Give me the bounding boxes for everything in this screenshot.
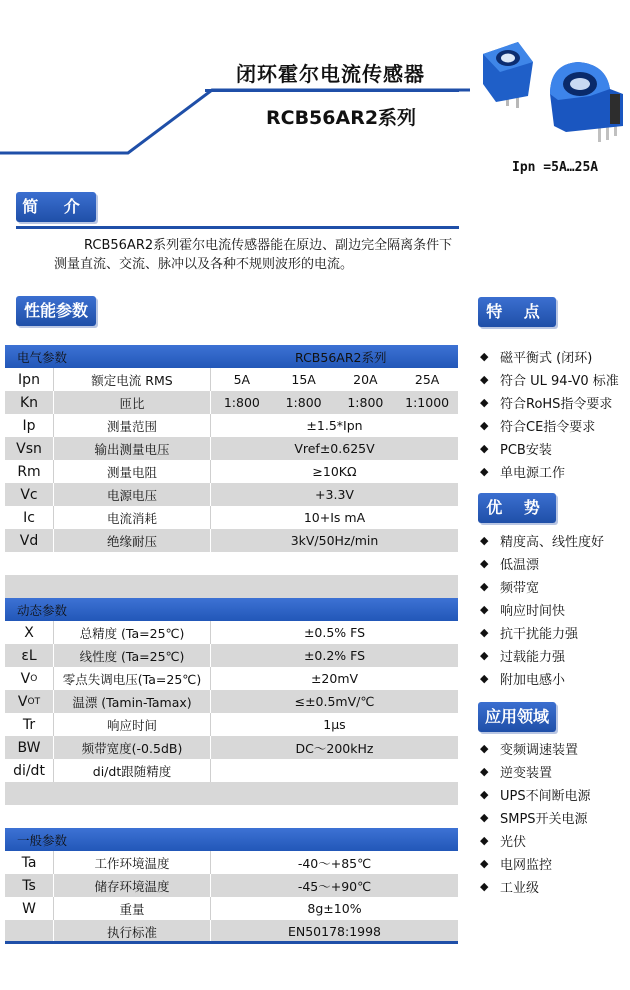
param-name: 线性度 (Ta=25℃): [53, 644, 210, 667]
param-name: 电流消耗: [53, 506, 210, 529]
symbol-main: V: [17, 693, 28, 710]
parameter-table: [5, 345, 458, 943]
diamond-icon: ◆: [480, 880, 489, 893]
product-image: [478, 34, 628, 149]
tab-applications: 应用领域: [478, 702, 556, 732]
list-item-label: UPS不间断电源: [500, 789, 591, 804]
features-list: [480, 345, 619, 483]
param-name: 绝缘耐压: [53, 529, 210, 552]
param-value: 1:800: [347, 395, 384, 410]
table-row: [5, 713, 458, 736]
param-value: 1:1000: [405, 395, 450, 410]
diamond-icon: ◆: [480, 742, 489, 755]
param-name: 执行标准: [53, 920, 210, 943]
intro-divider: [16, 226, 459, 229]
list-item-label: 抗干扰能力强: [500, 627, 579, 642]
param-value: 1:800: [223, 395, 260, 410]
diamond-icon: ◆: [480, 396, 489, 409]
param-value: ±20mV: [210, 667, 458, 690]
diamond-icon: ◆: [480, 603, 489, 616]
list-item: [480, 437, 619, 460]
list-item: [480, 368, 619, 391]
param-symbol: Ts: [22, 877, 36, 894]
param-symbol: X: [24, 624, 34, 641]
table-row: [5, 851, 458, 874]
param-name: 总精度 (Ta=25℃): [53, 621, 210, 644]
list-item-label: 工业级: [500, 881, 540, 896]
param-symbol: Vsn: [16, 440, 42, 457]
table-row: [5, 483, 458, 506]
param-name: 工作环境温度: [53, 851, 210, 874]
param-name: 响应时间: [53, 713, 210, 736]
param-symbol: [5, 690, 53, 713]
param-symbol: W: [22, 900, 36, 917]
param-value: 25A: [414, 372, 440, 387]
list-item-label: 低温漂: [500, 558, 540, 573]
applications-list: [480, 737, 591, 898]
list-item: [480, 829, 591, 852]
intro-text: RCB56AR2系列霍尔电流传感器能在原边、副边完全隔离条件下测量直流、交流、脉冲以及各种不规则波形的电流。: [54, 238, 453, 272]
param-name: 频带宽度(-0.5dB): [53, 736, 210, 759]
table-row-empty: [5, 782, 458, 805]
list-item-label: 频带宽: [500, 581, 540, 596]
list-item-label: 响应时间快: [500, 604, 566, 619]
list-item-label: SMPS开关电源: [500, 812, 588, 827]
param-name: 输出测量电压: [53, 437, 210, 460]
list-item: [480, 598, 604, 621]
tab-performance: 性能参数: [16, 296, 96, 326]
tab-advantages: 优 势: [478, 493, 556, 523]
param-symbol: Ic: [23, 509, 35, 526]
param-value: -40～+85℃: [210, 851, 458, 874]
list-item: [480, 760, 591, 783]
param-symbol: Tr: [22, 716, 36, 733]
table-row: [5, 644, 458, 667]
symbol-main: V: [20, 670, 31, 687]
list-item-label: 单电源工作: [500, 466, 566, 481]
diamond-icon: ◆: [480, 580, 489, 593]
param-value: -45～+90℃: [210, 874, 458, 897]
list-item: [480, 345, 619, 368]
param-values: [210, 391, 458, 414]
list-item: [480, 875, 591, 898]
param-name: di/dt跟随精度: [53, 759, 210, 782]
table-row: [5, 529, 458, 552]
list-item: [480, 737, 591, 760]
param-symbol: Vc: [20, 486, 38, 503]
diamond-icon: ◆: [480, 672, 489, 685]
param-symbol: Vd: [19, 532, 39, 549]
series-title: RCB56AR2系列: [266, 107, 417, 129]
param-name: 额定电流 RMS: [53, 368, 210, 391]
param-value: ≥10KΩ: [210, 460, 458, 483]
param-symbol: Rm: [17, 463, 41, 480]
table-row: [5, 414, 458, 437]
param-value: 20A: [353, 372, 378, 387]
list-item-label: 光伏: [500, 835, 527, 850]
section-dynamic: [5, 598, 458, 621]
symbol-sub: O: [30, 673, 38, 684]
param-symbol: [5, 667, 53, 690]
list-item: [480, 783, 591, 806]
param-value: Vref±0.625V: [210, 437, 458, 460]
param-value: ±1.5*Ipn: [210, 414, 458, 437]
tab-features: 特 点: [478, 297, 556, 327]
diamond-icon: ◆: [480, 765, 489, 778]
param-symbol: di/dt: [13, 762, 45, 779]
list-item: [480, 529, 604, 552]
model-label: RCB56AR2系列: [295, 349, 387, 365]
product-title: 闭环霍尔电流传感器: [236, 62, 425, 86]
table-row: [5, 920, 458, 943]
section-electrical: [5, 345, 458, 368]
list-item-label: 电网监控: [500, 858, 553, 873]
param-symbol: [5, 920, 53, 943]
param-name: 重量: [53, 897, 210, 920]
table-row: [5, 460, 458, 483]
table-row: [5, 391, 458, 414]
diamond-icon: ◆: [480, 788, 489, 801]
param-value: EN50178:1998: [210, 920, 458, 943]
list-item-label: 变频调速装置: [500, 743, 579, 758]
list-item: [480, 852, 591, 875]
param-name: 测量电阻: [53, 460, 210, 483]
param-symbol: Ip: [22, 417, 36, 434]
param-name: 匝比: [53, 391, 210, 414]
diamond-icon: ◆: [480, 649, 489, 662]
section-label: 动态参数: [17, 602, 68, 618]
diamond-icon: ◆: [480, 442, 489, 455]
param-name: 温漂 (Tamin-Tamax): [53, 690, 210, 713]
diamond-icon: ◆: [480, 857, 489, 870]
list-item-label: PCB安装: [500, 443, 552, 458]
table-row-empty: [5, 552, 458, 575]
table-row: [5, 759, 458, 782]
param-values: [210, 368, 458, 391]
table-bottom-border: [5, 941, 458, 944]
list-item: [480, 667, 604, 690]
list-item: [480, 552, 604, 575]
diamond-icon: ◆: [480, 811, 489, 824]
table-row: [5, 874, 458, 897]
param-value: +3.3V: [210, 483, 458, 506]
table-row: [5, 368, 458, 391]
param-value: 15A: [291, 372, 316, 387]
diamond-icon: ◆: [480, 419, 489, 432]
list-item-label: 逆变装置: [500, 766, 553, 781]
param-value: 8g±10%: [210, 897, 458, 920]
param-symbol: Kn: [19, 394, 39, 411]
advantages-list: [480, 529, 604, 690]
list-item: [480, 644, 604, 667]
list-item-label: 附加电感小: [500, 673, 566, 688]
param-name: 测量范围: [53, 414, 210, 437]
diamond-icon: ◆: [480, 626, 489, 639]
table-row: [5, 667, 458, 690]
table-row: [5, 437, 458, 460]
param-value: 1μs: [210, 713, 458, 736]
param-symbol: BW: [17, 739, 41, 756]
diamond-icon: ◆: [480, 557, 489, 570]
param-value: 10+Is mA: [210, 506, 458, 529]
list-item-label: 磁平衡式 (闭环): [500, 351, 593, 366]
list-item: [480, 460, 619, 483]
param-value: ±0.2% FS: [210, 644, 458, 667]
section-general: [5, 828, 458, 851]
param-symbol: Ta: [21, 854, 37, 871]
list-item-label: 符合CE指令要求: [500, 420, 596, 435]
diamond-icon: ◆: [480, 534, 489, 547]
diamond-icon: ◆: [480, 350, 489, 363]
table-row-empty: [5, 575, 458, 598]
param-value: [210, 759, 458, 782]
section-label: 电气参数: [17, 349, 68, 365]
diamond-icon: ◆: [480, 834, 489, 847]
param-value: 5A: [233, 372, 251, 387]
symbol-sub: OT: [27, 696, 41, 707]
list-item-label: 过载能力强: [500, 650, 566, 665]
list-item: [480, 621, 604, 644]
diamond-icon: ◆: [480, 373, 489, 386]
table-row: [5, 690, 458, 713]
list-item: [480, 806, 591, 829]
list-item: [480, 391, 619, 414]
list-item-label: 符合 UL 94-V0 标准: [500, 374, 619, 389]
param-value: ±0.5% FS: [210, 621, 458, 644]
param-value: 3kV/50Hz/min: [210, 529, 458, 552]
param-value: DC～200kHz: [210, 736, 458, 759]
list-item-label: 精度高、线性度好: [500, 535, 605, 550]
param-symbol: εL: [21, 647, 37, 664]
param-value: 1:800: [285, 395, 322, 410]
table-row: [5, 736, 458, 759]
param-symbol: Ipn: [18, 371, 40, 388]
list-item-label: 符合RoHS指令要求: [500, 397, 613, 412]
list-item: [480, 575, 604, 598]
section-label: 一般参数: [17, 832, 68, 848]
table-row: [5, 897, 458, 920]
table-row: [5, 506, 458, 529]
param-name: 储存环境温度: [53, 874, 210, 897]
tab-intro: 简 介: [16, 192, 96, 222]
diamond-icon: ◆: [480, 465, 489, 478]
ipn-range: Ipn =5A…25A: [512, 160, 599, 175]
table-row: [5, 621, 458, 644]
list-item: [480, 414, 619, 437]
param-name: 零点失调电压(Ta=25℃): [53, 667, 210, 690]
table-row-empty: [5, 805, 458, 828]
param-name: 电源电压: [53, 483, 210, 506]
param-value: ≤±0.5mV/℃: [210, 690, 458, 713]
